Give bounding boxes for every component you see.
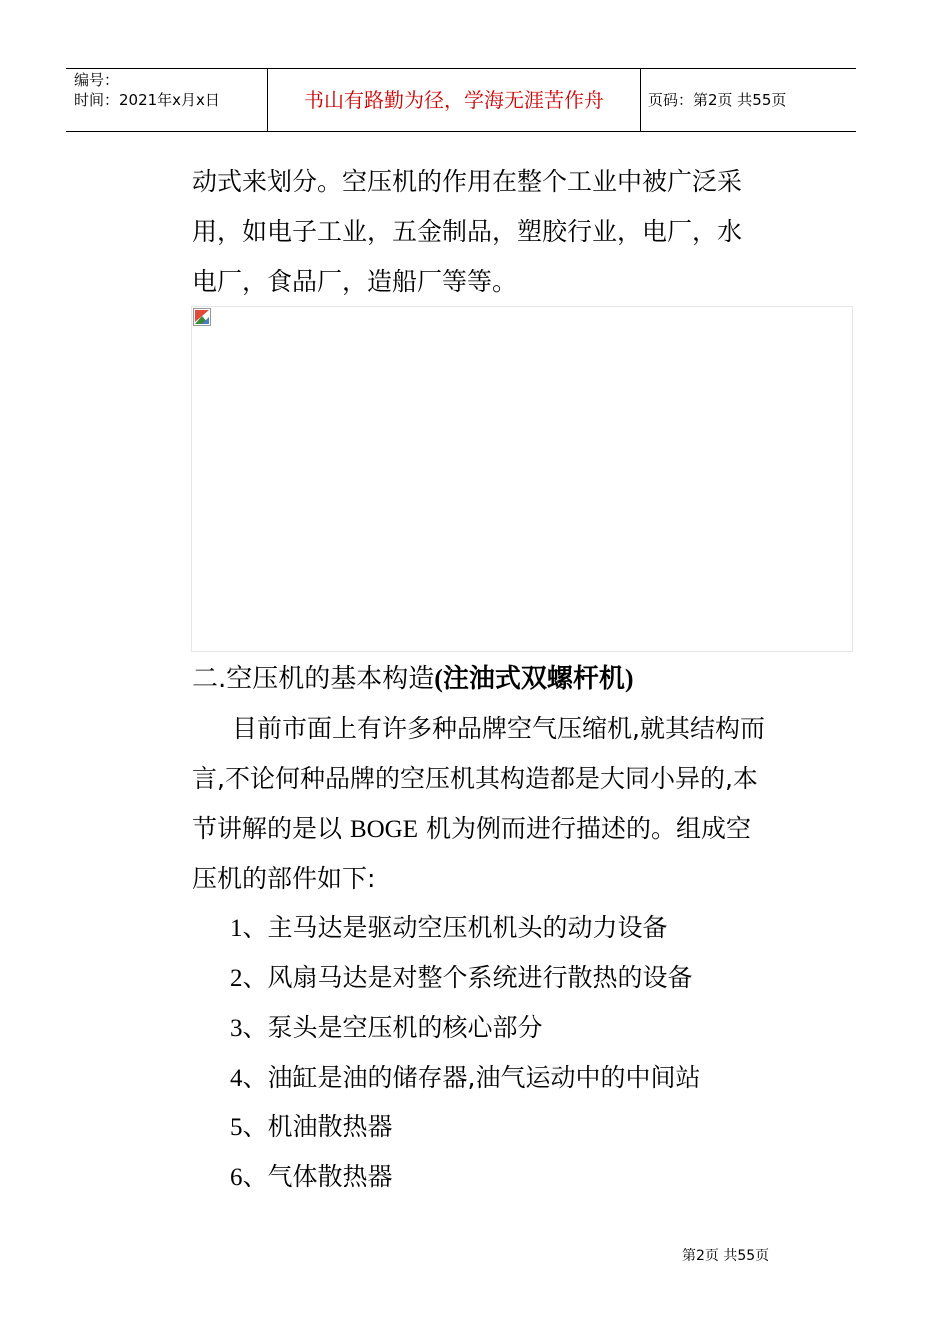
- section-heading-main: 二.空压机的基本构造: [192, 664, 435, 694]
- body-line-2: 言,不论何种品牌的空压机其构造都是大同小异的,本: [192, 764, 758, 793]
- image-placeholder: [191, 306, 853, 652]
- list-item-number: 1: [230, 915, 243, 942]
- intro-line-1: 动式来划分。空压机的作用在整个工业中被广泛采: [192, 167, 743, 196]
- header-meta: [66, 69, 268, 131]
- list-item-text: 、风扇马达是对整个系统进行散热的设备: [242, 963, 693, 992]
- brand-name: BOGE: [349, 816, 419, 843]
- list-item-text: 、气体散热器: [242, 1162, 393, 1191]
- list-item-text: 、油缸是油的储存器,油气运动中的中间站: [242, 1063, 701, 1092]
- header-motto: 书山有路勤为径，学海无涯苦作舟: [268, 69, 641, 131]
- header-page-number: 页码：第2页 共55页: [648, 91, 787, 109]
- broken-image-icon: [193, 308, 211, 326]
- list-item-number: 4: [230, 1065, 243, 1092]
- intro-line-2: 用，如电子工业，五金制品，塑胶行业，电厂，水: [192, 217, 743, 246]
- list-item-number: 2: [230, 965, 243, 992]
- list-item: [230, 1102, 393, 1153]
- list-item-text: 、机油散热器: [242, 1112, 393, 1141]
- list-item: [230, 1152, 393, 1203]
- body-line-1: 目前市面上有许多种品牌空气压缩机,就其结构而: [232, 714, 765, 743]
- section-heading-subtitle: (注油式双螺杆机): [434, 664, 634, 693]
- body-line-3: [192, 804, 792, 855]
- page-header: [66, 68, 856, 132]
- body-line-3-end: 机为例而进行描述的。组成空: [418, 814, 751, 843]
- footer-page-number: 第2页 共55页: [682, 1248, 770, 1264]
- intro-line-3: 电厂，食品厂，造船厂等等。: [192, 267, 518, 296]
- body-line-4: 压机的部件如下:: [192, 864, 376, 893]
- list-item-text: 、泵头是空压机的核心部分: [242, 1013, 543, 1042]
- section-heading: [192, 654, 634, 704]
- body-line-3-start: 节讲解的是以: [192, 814, 350, 843]
- list-item: [230, 903, 668, 954]
- list-item: [230, 953, 693, 1004]
- date-label: 时间：2021年x月x日: [74, 91, 220, 109]
- list-item-text: 、主马达是驱动空压机机头的动力设备: [242, 913, 668, 942]
- list-item-number: 6: [230, 1164, 243, 1191]
- serial-number-label: 编号：: [74, 71, 120, 89]
- list-item-number: 5: [230, 1114, 243, 1141]
- list-item: [230, 1053, 700, 1104]
- list-item-number: 3: [230, 1015, 243, 1042]
- list-item: [230, 1003, 543, 1054]
